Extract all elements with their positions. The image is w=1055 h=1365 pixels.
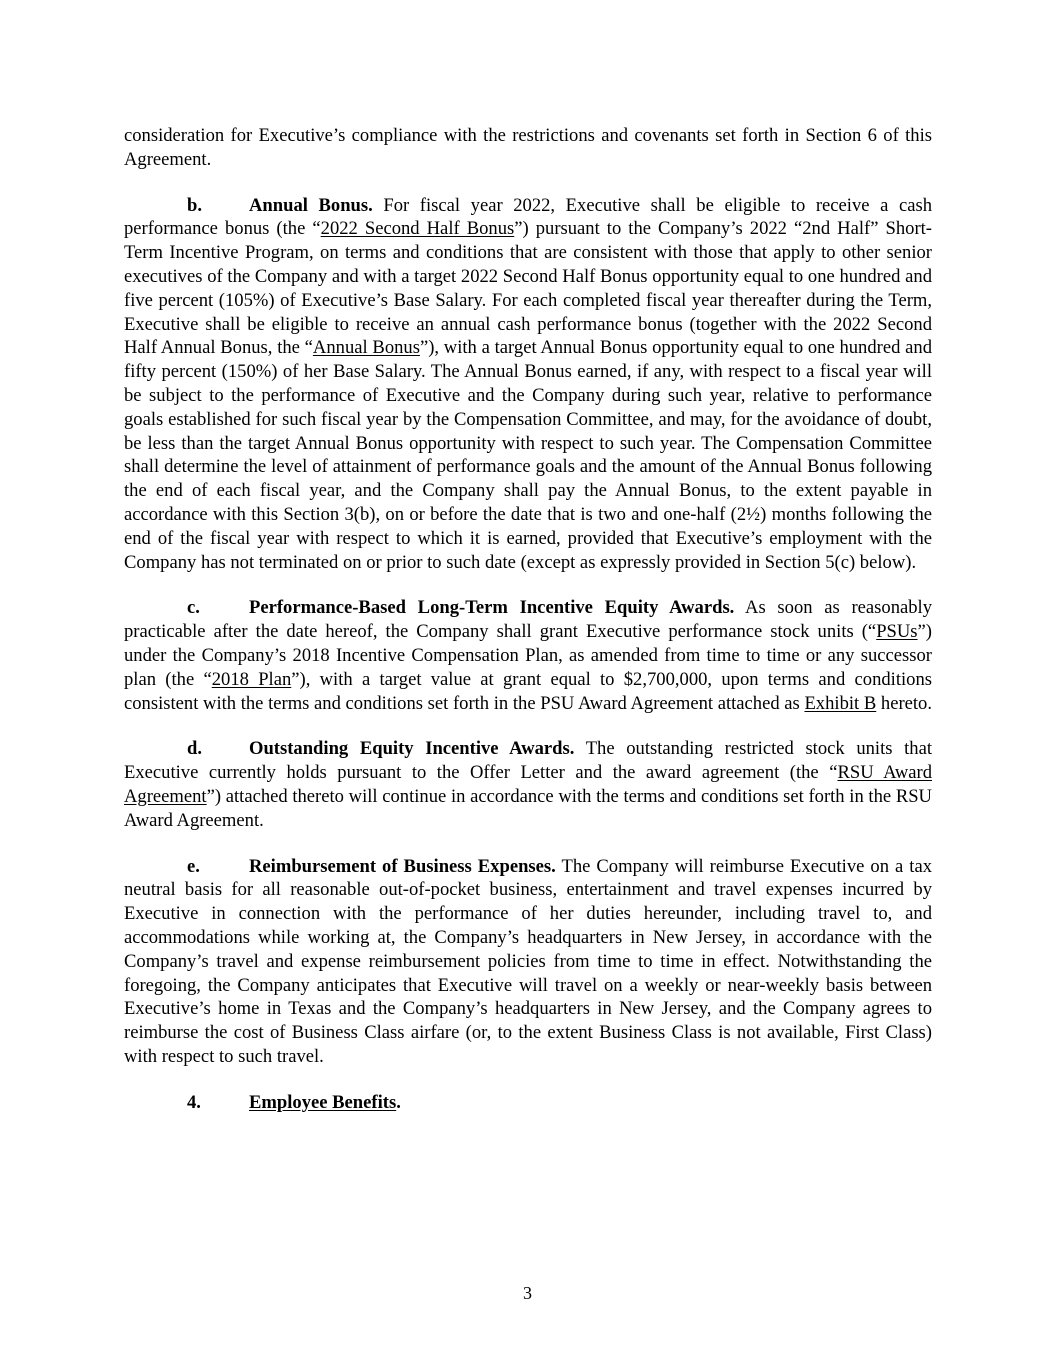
section-c-text-4: hereto. bbox=[876, 692, 933, 714]
defined-term-psus: PSUs bbox=[876, 621, 918, 643]
section-b-text-2: ”) pursuant to the Company’s 2022 “2nd Half” Short-Term Incentive Program, on terms and conditions that are consistent with those that apply to other senior executives of the Company and with a target 2022 Second Half Bonus opportunity equal to one hundred and five percent (105%) of Executive’s Base Salary. For each completed fiscal year thereafter during the Term, Executive shall be eligible to receive an annual cash performance bonus (together with the 2022 Second Half Annual Bonus, the “ bbox=[124, 218, 932, 359]
section-d-text-1: The outstanding restricted stock units that Executive currently holds pursuant to the Offer Letter and the award agreement (the “ bbox=[124, 738, 932, 784]
section-c-text-1: As soon as reasonably practicable after the date hereof, the Company shall grant Executive performance stock units (“ bbox=[124, 597, 933, 643]
section-b-letter: b. bbox=[187, 194, 202, 216]
section-e-text-1: The Company will reimburse Executive on a tax neutral basis for all reasonable out-of-pocket business, entertainment and travel expenses incurred by Executive in connection with the performance of her duties hereunder, including travel to, and accommodations while working at, the Company’s headquarters in New Jersey, in accordance with the Company’s travel and expense reimbursement policies from time to time in effect. Notwithstanding the foregoing, the Company anticipates that Executive will travel on a weekly or near-weekly basis between Executive’s home in Texas and the Company’s headquarters in New Jersey, and the Company agrees to reimburse the cost of Business Class airfare (or, to the extent Business Class is not available, First Class) with respect to such travel. bbox=[124, 855, 932, 1067]
paragraph-psu-awards bbox=[124, 596, 932, 715]
section-4-period: . bbox=[396, 1091, 401, 1113]
paragraph-business-expenses bbox=[124, 855, 932, 1069]
defined-term-2022-second-half-bonus: 2022 Second Half Bonus bbox=[320, 218, 515, 240]
document-page bbox=[124, 124, 932, 1114]
section-d-text-2: ”) attached thereto will continue in accordance with the terms and conditions set forth in the RSU Award Agreement. bbox=[124, 785, 932, 831]
section-d-heading: Outstanding Equity Incentive Awards. bbox=[249, 738, 575, 760]
section-b-heading: Annual Bonus. bbox=[249, 194, 373, 216]
section-e-heading: Reimbursement of Business Expenses. bbox=[249, 855, 556, 877]
defined-term-rsu-award-agreement: RSU Award Agreement bbox=[124, 762, 932, 807]
section-c-heading: Performance-Based Long-Term Incentive Equity Awards. bbox=[249, 597, 735, 619]
defined-term-annual-bonus: Annual Bonus bbox=[312, 337, 420, 359]
section-4-heading bbox=[124, 1091, 932, 1115]
paragraph-outstanding-equity bbox=[124, 737, 932, 832]
page-number: 3 bbox=[523, 1283, 532, 1303]
paragraph-annual-bonus bbox=[124, 194, 932, 575]
section-b-text-3: ”), with a target Annual Bonus opportunity equal to one hundred and fifty percent (150%) of her Base Salary. The Annual Bonus earned, if any, with respect to a fiscal year will be subject to the performance of Executive and the Company during such year, relative to performance goals established for such fiscal year by the Compensation Committee, and may, for the avoidance of doubt, be less than the target Annual Bonus opportunity with respect to such year. The Compensation Committee shall determine the level of attainment of performance goals and the amount of the Annual Bonus following the end of each fiscal year, and the Company shall pay the Annual Bonus, to the extent payable in accordance with this Section 3(b), on or before the date that is two and one-half (2½) months following the end of the fiscal year with respect to which it is earned, provided that Executive’s employment with the Company has not terminated on or prior to such date (except as expressly provided in Section 5(c) below). bbox=[124, 337, 932, 573]
section-b-text-1: For fiscal year 2022, Executive shall be eligible to receive a cash performance bonus (the “ bbox=[124, 194, 932, 240]
section-c-text-3: ”), with a target value at grant equal to $2,700,000, upon terms and conditions consistent with the terms and conditions set forth in the PSU Award Agreement attached as bbox=[124, 668, 932, 714]
section-4-title: Employee Benefits bbox=[249, 1091, 397, 1113]
paragraph-a-continuation: consideration for Executive’s compliance with the restrictions and covenants set forth in Section 6 of this Agreement. bbox=[124, 125, 932, 170]
defined-term-2018-plan: 2018 Plan bbox=[211, 668, 292, 690]
section-c-text-2: ”) under the Company’s 2018 Incentive Compensation Plan, as amended from time to time or any successor plan (the “ bbox=[124, 621, 932, 690]
section-4-number: 4. bbox=[187, 1091, 201, 1113]
section-e-letter: e. bbox=[187, 855, 200, 877]
exhibit-b-reference: Exhibit B bbox=[804, 692, 877, 714]
section-d-letter: d. bbox=[187, 738, 202, 760]
section-c-letter: c. bbox=[187, 597, 200, 619]
